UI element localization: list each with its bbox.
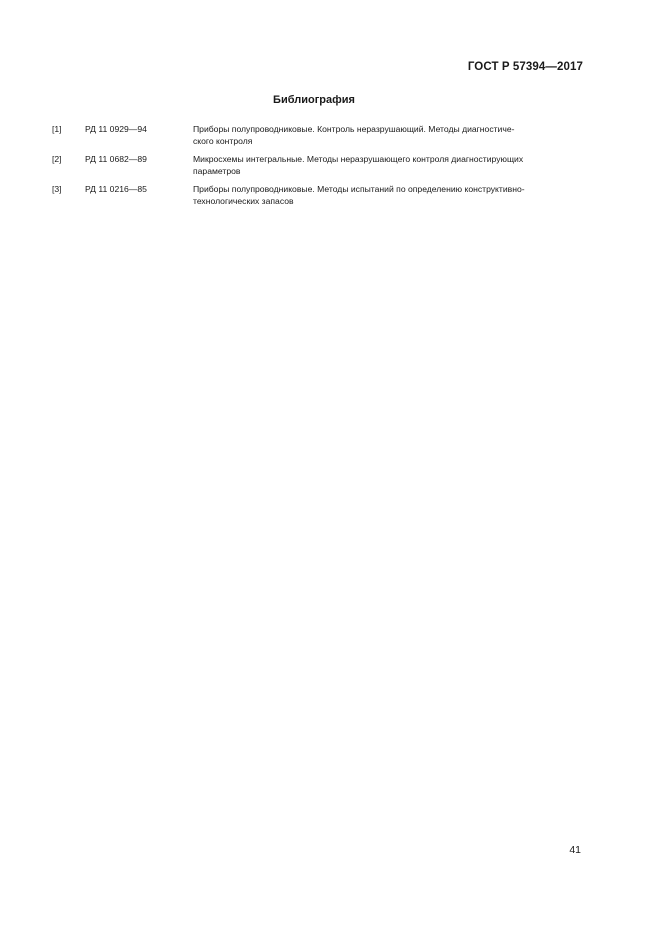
entry-title-line: параметров [193,165,241,176]
bibliography-entry [52,154,580,177]
entry-code: РД 11 0929—94 [85,124,147,134]
entry-title-line: ского контроля [193,135,253,146]
entry-number: [2] [52,154,62,165]
entry-title-line: Приборы полупроводниковые. Методы испытаний по определению конструктивно- [193,184,525,195]
entry-title-line: Микросхемы интегральные. Методы неразрушающего контроля диагностирующих [193,154,524,165]
page-number: 41 [569,844,581,856]
document-code: ГОСТ Р 57394—2017 [467,61,583,73]
bibliography-entry [52,184,580,207]
entry-code: РД 11 0216—85 [85,184,147,195]
section-title: Библиография [273,94,355,106]
entry-title [193,124,580,147]
entry-number: [3] [52,184,62,195]
entry-number: [1] [52,124,62,134]
bibliography-entry [52,124,580,147]
entry-title [193,184,580,207]
bibliography-list [52,124,580,215]
entry-title-line: Приборы полупроводниковые. Контроль неразрушающий. Методы диагностиче- [193,124,515,134]
entry-title [193,154,580,177]
entry-title-line: технологических запасов [193,195,294,206]
entry-code: РД 11 0682—89 [85,154,147,165]
